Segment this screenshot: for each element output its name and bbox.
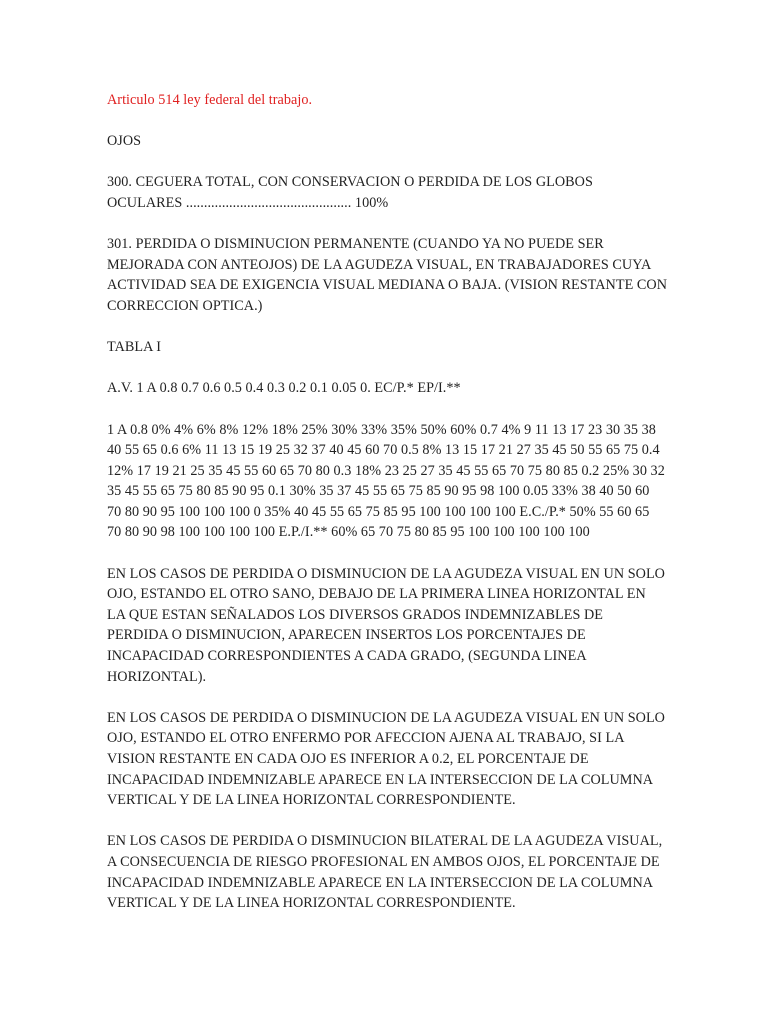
item-300: 300. CEGUERA TOTAL, CON CONSERVACION O PERDIDA DE LOS GLOBOS OCULARES .............................................. 100% xyxy=(107,174,593,211)
document-heading: Articulo 514 ley federal del trabajo. xyxy=(107,92,313,108)
document-page xyxy=(107,90,667,934)
table-header: A.V. 1 A 0.8 0.7 0.6 0.5 0.4 0.3 0.2 0.1 0.05 0. EC/P.* EP/I.** xyxy=(107,380,461,397)
table-title: TABLA I xyxy=(107,339,161,356)
paragraph-1: EN LOS CASOS DE PERDIDA O DISMINUCION DE LA AGUDEZA VISUAL EN UN SOLO OJO, ESTANDO EL OTRO SANO, DEBAJO DE LA PRIMERA LINEA HORIZONTAL EN LA QUE ESTAN SEÑALADOS LOS DIVERSOS GRADOS INDEMNIZABLES DE PERDIDA O DISMINUCION, APARECEN INSERTOS LOS PORCENTAJES DE INCAPACIDAD CORRESPONDIENTES A CADA GRADO, (SEGUNDA LINEA HORIZONTAL). xyxy=(107,565,665,685)
paragraph-2: EN LOS CASOS DE PERDIDA O DISMINUCION DE LA AGUDEZA VISUAL EN UN SOLO OJO, ESTANDO EL OTRO ENFERMO POR AFECCION AJENA AL TRABAJO, SI LA VISION RESTANTE EN CADA OJO ES INFERIOR A 0.2, EL PORCENTAJE DE INCAPACIDAD INDEMNIZABLE APARECE EN LA INTERSECCION DE LA COLUMNA VERTICAL Y DE LA LINEA HORIZONTAL CORRESPONDIENTE. xyxy=(107,709,665,809)
item-301: 301. PERDIDA O DISMINUCION PERMANENTE (CUANDO YA NO PUEDE SER MEJORADA CON ANTEOJOS) DE LA AGUDEZA VISUAL, EN TRABAJADORES CUYA ACTIVIDAD SEA DE EXIGENCIA VISUAL MEDIANA O BAJA. (VISION RESTANTE CON CORRECCION OPTICA.) xyxy=(107,236,667,314)
paragraph-3: EN LOS CASOS DE PERDIDA O DISMINUCION BILATERAL DE LA AGUDEZA VISUAL, A CONSECUENCIA DE RIESGO PROFESIONAL EN AMBOS OJOS, EL PORCENTAJE DE INCAPACIDAD INDEMNIZABLE APARECE EN LA INTERSECCION DE LA COLUMNA VERTICAL Y DE LA LINEA HORIZONTAL CORRESPONDIENTE. xyxy=(107,833,663,912)
table-body: 1 A 0.8 0% 4% 6% 8% 12% 18% 25% 30% 33% 35% 50% 60% 0.7 4% 9 11 13 17 23 30 35 38 40 55 65 0.6 6% 11 13 15 19 25 32 37 40 45 60 70 0.5 8% 13 15 17 21 27 35 45 50 55 65 75 0.4 12% 17 19 21 25 35 45 55 60 65 70 80 0.3 18% 23 25 27 35 45 55 65 70 75 80 85 0.2 25% 30 32 35 45 55 65 75 80 85 90 95 0.1 30% 35 37 45 55 65 75 85 90 95 98 100 0.05 33% 38 40 50 60 70 80 90 95 100 100 100 0 35% 40 45 55 65 75 85 95 100 100 100 100 E.C./P.* 50% 55 60 65 70 80 90 98 100 100 100 100 E.P./I.** 60% 65 70 75 80 85 95 100 100 100 100 100 xyxy=(107,421,665,541)
section-title: OJOS xyxy=(107,133,142,150)
